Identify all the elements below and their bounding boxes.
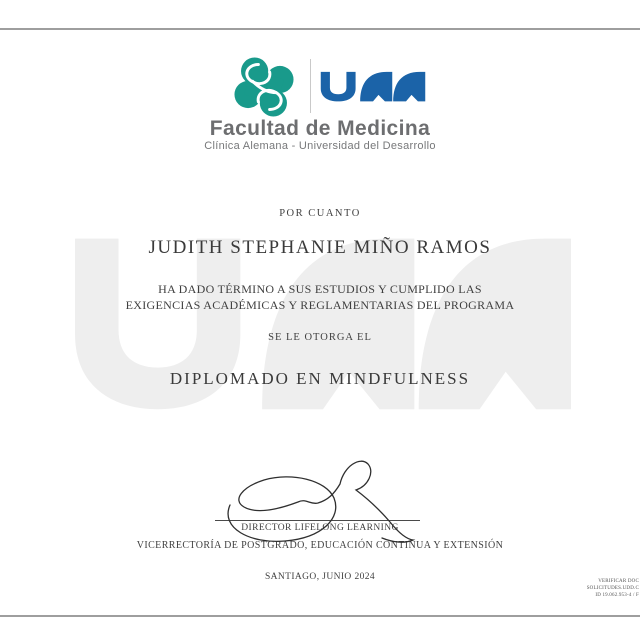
se-le-otorga-label: SE LE OTORGA EL bbox=[268, 332, 372, 343]
signer-organization: VICERRECTORÍA DE POSTGRADO, EDUCACIÓN CONTINUA Y EXTENSIÓN bbox=[136, 540, 504, 551]
clinica-alemana-logo-icon bbox=[224, 57, 304, 117]
verification-line-2: SOLICITUDES.UDD.C bbox=[586, 585, 639, 591]
logo-divider bbox=[310, 59, 311, 113]
verification-text bbox=[509, 579, 639, 599]
statement-text bbox=[0, 281, 640, 313]
top-border-rule bbox=[0, 28, 640, 30]
header-logo-row bbox=[0, 55, 640, 117]
place-and-date: SANTIAGO, JUNIO 2024 bbox=[264, 572, 376, 582]
statement-line-1: HA DADO TÉRMINO A SUS ESTUDIOS Y CUMPLIDO LAS bbox=[158, 282, 482, 296]
faculty-title: Facultad de Medicina bbox=[209, 117, 431, 140]
statement-line-2: EXIGENCIAS ACADÉMICAS Y REGLAMENTARIAS DEL PROGRAMA bbox=[125, 298, 515, 312]
udd-logo-icon bbox=[318, 69, 428, 105]
diploma-title: DIPLOMADO EN MINDFULNESS bbox=[169, 369, 471, 388]
por-cuanto-label: POR CUANTO bbox=[279, 208, 361, 219]
verification-line-3: ID 19.062.953-4 / F bbox=[595, 592, 639, 598]
verification-line-1: VERIFICAR DOC bbox=[598, 579, 639, 584]
signature-handwriting bbox=[210, 450, 430, 550]
faculty-subtitle: Clínica Alemana - Universidad del Desarrollo bbox=[204, 140, 436, 152]
recipient-name: JUDITH STEPHANIE MIÑO RAMOS bbox=[148, 237, 492, 258]
signer-title: DIRECTOR LIFELONG LEARNING bbox=[241, 523, 399, 533]
bottom-border-rule bbox=[0, 615, 640, 617]
